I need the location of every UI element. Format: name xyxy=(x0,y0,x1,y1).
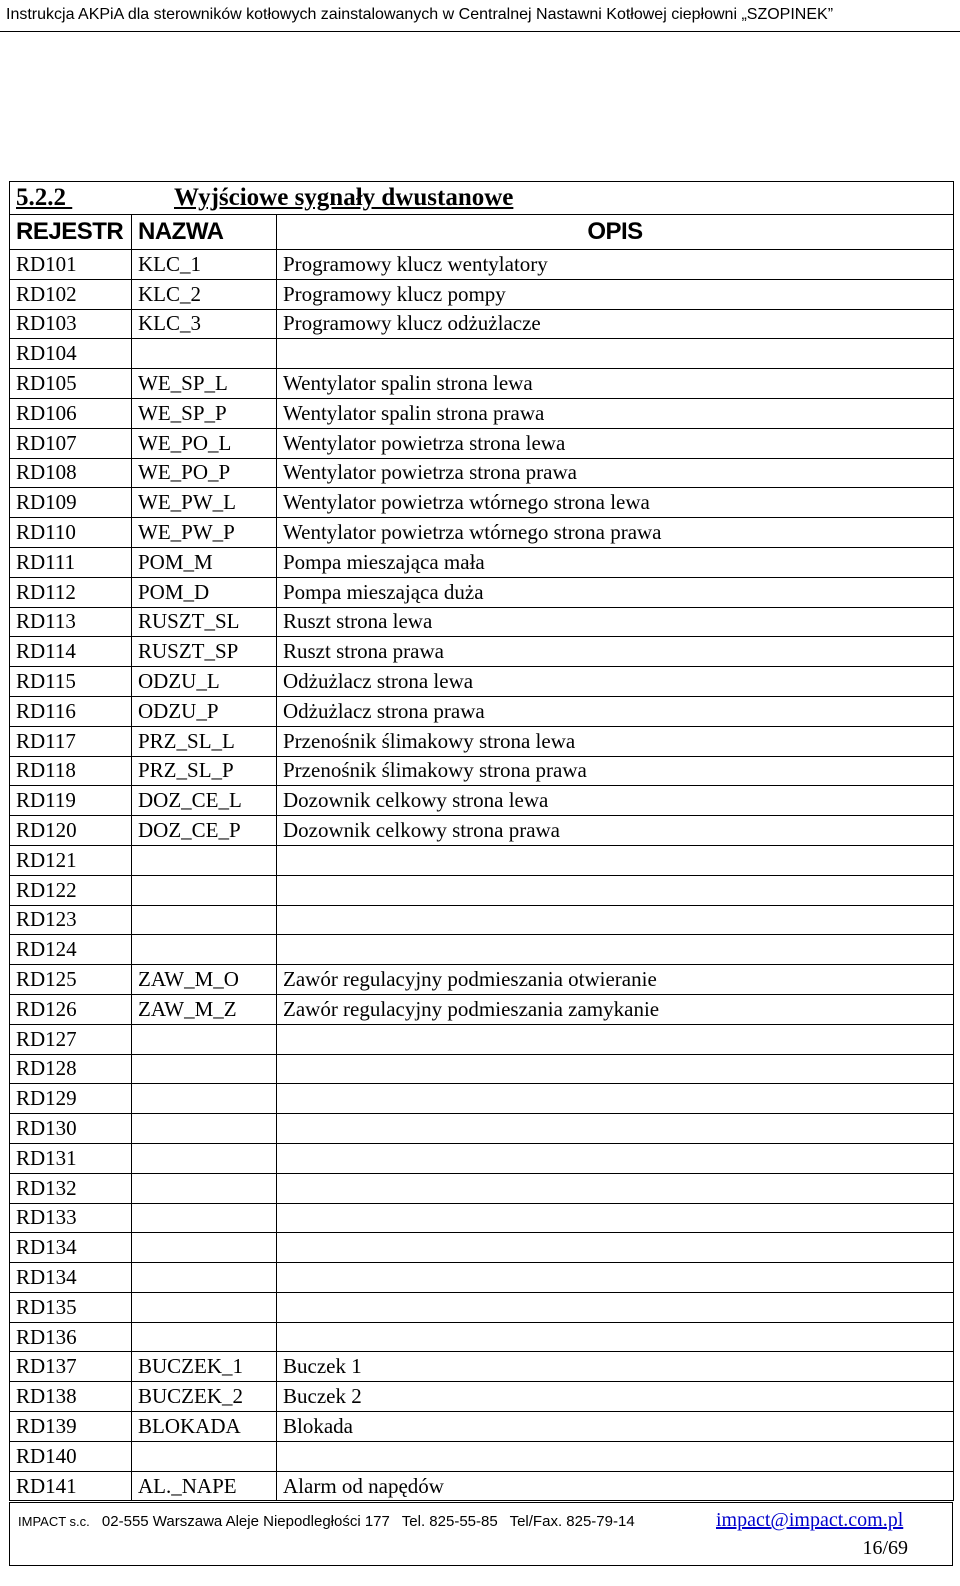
register-cell: RD135 xyxy=(10,1292,132,1322)
table-row xyxy=(10,667,954,697)
description-cell: Buczek 2 xyxy=(277,1382,954,1412)
name-cell xyxy=(132,1441,277,1471)
description-cell xyxy=(277,1143,954,1173)
name-cell: WE_SP_L xyxy=(132,369,277,399)
table-row xyxy=(10,1292,954,1322)
table-row xyxy=(10,1114,954,1144)
footer-tel: Tel. 825-55-85 xyxy=(401,1513,498,1530)
register-cell: RD118 xyxy=(10,756,132,786)
footer-address: 02-555 Warszawa Aleje Niepodległości 177 xyxy=(101,1513,390,1530)
name-cell: WE_PO_L xyxy=(132,428,277,458)
register-cell: RD103 xyxy=(10,309,132,339)
document-header: Instrukcja AKPiA dla sterowników kotłowych zainstalowanych w Centralnej Nastawni Kotłowej ciepłowni „SZOPINEK” xyxy=(0,0,960,32)
register-cell: RD101 xyxy=(10,250,132,280)
footer-contact xyxy=(18,1513,643,1530)
register-cell: RD109 xyxy=(10,488,132,518)
register-cell: RD128 xyxy=(10,1054,132,1084)
register-cell: RD132 xyxy=(10,1173,132,1203)
name-cell: AL._NAPE xyxy=(132,1471,277,1501)
table-row xyxy=(10,875,954,905)
register-cell: RD117 xyxy=(10,726,132,756)
page-number: 16/69 xyxy=(862,1537,908,1559)
section-heading: Wyjściowe sygnały dwustanowe xyxy=(174,184,514,211)
description-cell: Wentylator powietrza strona prawa xyxy=(277,458,954,488)
col-header-description: OPIS xyxy=(277,215,954,250)
name-cell: WE_PO_P xyxy=(132,458,277,488)
description-cell: Przenośnik ślimakowy strona prawa xyxy=(277,756,954,786)
name-cell xyxy=(132,1203,277,1233)
description-cell: Buczek 1 xyxy=(277,1352,954,1382)
description-cell: Programowy klucz wentylatory xyxy=(277,250,954,280)
name-cell: ZAW_M_Z xyxy=(132,994,277,1024)
section-title-row xyxy=(10,182,954,215)
footer-company: IMPACT s.c. xyxy=(18,1514,90,1529)
table-row xyxy=(10,1173,954,1203)
description-cell xyxy=(277,1114,954,1144)
register-cell: RD119 xyxy=(10,786,132,816)
name-cell xyxy=(132,1233,277,1263)
name-cell xyxy=(132,1263,277,1293)
description-cell: Pompa mieszająca mała xyxy=(277,547,954,577)
name-cell xyxy=(132,1084,277,1114)
description-cell xyxy=(277,1441,954,1471)
name-cell: DOZ_CE_L xyxy=(132,786,277,816)
table-row xyxy=(10,1471,954,1501)
table-row xyxy=(10,547,954,577)
col-header-name: NAZWA xyxy=(132,215,277,250)
register-cell: RD137 xyxy=(10,1352,132,1382)
name-cell: RUSZT_SL xyxy=(132,607,277,637)
description-cell: Wentylator powietrza wtórnego strona lewa xyxy=(277,488,954,518)
title-leader xyxy=(66,184,174,212)
table-row xyxy=(10,1233,954,1263)
table-row xyxy=(10,1322,954,1352)
description-cell xyxy=(277,845,954,875)
name-cell: PRZ_SL_P xyxy=(132,756,277,786)
description-cell: Alarm od napędów xyxy=(277,1471,954,1501)
description-cell: Blokada xyxy=(277,1412,954,1442)
register-cell: RD116 xyxy=(10,696,132,726)
table-row xyxy=(10,1263,954,1293)
register-cell: RD110 xyxy=(10,518,132,548)
name-cell xyxy=(132,845,277,875)
table-row xyxy=(10,339,954,369)
register-cell: RD141 xyxy=(10,1471,132,1501)
description-cell xyxy=(277,339,954,369)
name-cell: BLOKADA xyxy=(132,1412,277,1442)
table-row xyxy=(10,756,954,786)
table-row xyxy=(10,696,954,726)
register-cell: RD105 xyxy=(10,369,132,399)
description-cell: Dozownik celkowy strona prawa xyxy=(277,816,954,846)
document-footer xyxy=(9,1502,953,1566)
name-cell: PRZ_SL_L xyxy=(132,726,277,756)
name-cell: ZAW_M_O xyxy=(132,965,277,995)
description-cell xyxy=(277,905,954,935)
description-cell xyxy=(277,1173,954,1203)
name-cell xyxy=(132,1054,277,1084)
name-cell: POM_M xyxy=(132,547,277,577)
description-cell xyxy=(277,1084,954,1114)
register-cell: RD112 xyxy=(10,577,132,607)
table-row xyxy=(10,726,954,756)
section-title xyxy=(10,182,954,215)
footer-fax: Tel/Fax. 825-79-14 xyxy=(509,1513,635,1530)
name-cell: WE_SP_P xyxy=(132,398,277,428)
register-cell: RD130 xyxy=(10,1114,132,1144)
name-cell xyxy=(132,1173,277,1203)
name-cell: ODZU_P xyxy=(132,696,277,726)
table-row xyxy=(10,905,954,935)
description-cell xyxy=(277,1263,954,1293)
description-cell xyxy=(277,1203,954,1233)
name-cell: KLC_2 xyxy=(132,279,277,309)
table-row xyxy=(10,1412,954,1442)
description-cell: Ruszt strona lewa xyxy=(277,607,954,637)
name-cell: BUCZEK_1 xyxy=(132,1352,277,1382)
description-cell xyxy=(277,1024,954,1054)
register-cell: RD129 xyxy=(10,1084,132,1114)
table-row xyxy=(10,458,954,488)
table-row xyxy=(10,1143,954,1173)
name-cell xyxy=(132,1114,277,1144)
table-row xyxy=(10,607,954,637)
register-cell: RD107 xyxy=(10,428,132,458)
table-row xyxy=(10,279,954,309)
table-row xyxy=(10,637,954,667)
table-body xyxy=(10,250,954,1501)
name-cell: POM_D xyxy=(132,577,277,607)
description-cell: Wentylator powietrza wtórnego strona prawa xyxy=(277,518,954,548)
name-cell xyxy=(132,905,277,935)
table-row xyxy=(10,1441,954,1471)
name-cell: WE_PW_P xyxy=(132,518,277,548)
column-header-row xyxy=(10,215,954,250)
name-cell: WE_PW_L xyxy=(132,488,277,518)
name-cell xyxy=(132,875,277,905)
table-row xyxy=(10,965,954,995)
description-cell xyxy=(277,935,954,965)
name-cell: RUSZT_SP xyxy=(132,637,277,667)
description-cell: Odżużlacz strona prawa xyxy=(277,696,954,726)
table-row xyxy=(10,250,954,280)
register-cell: RD134 xyxy=(10,1263,132,1293)
name-cell: KLC_3 xyxy=(132,309,277,339)
description-cell: Przenośnik ślimakowy strona lewa xyxy=(277,726,954,756)
register-cell: RD113 xyxy=(10,607,132,637)
description-cell: Dozownik celkowy strona lewa xyxy=(277,786,954,816)
description-cell xyxy=(277,1233,954,1263)
table-row xyxy=(10,816,954,846)
description-cell: Ruszt strona prawa xyxy=(277,637,954,667)
table-row xyxy=(10,845,954,875)
register-cell: RD126 xyxy=(10,994,132,1024)
register-cell: RD125 xyxy=(10,965,132,995)
description-cell: Zawór regulacyjny podmieszania zamykanie xyxy=(277,994,954,1024)
register-cell: RD136 xyxy=(10,1322,132,1352)
register-cell: RD102 xyxy=(10,279,132,309)
description-cell: Wentylator powietrza strona lewa xyxy=(277,428,954,458)
description-cell: Zawór regulacyjny podmieszania otwieranie xyxy=(277,965,954,995)
register-cell: RD115 xyxy=(10,667,132,697)
register-cell: RD104 xyxy=(10,339,132,369)
name-cell xyxy=(132,1322,277,1352)
register-cell: RD124 xyxy=(10,935,132,965)
table-row xyxy=(10,1203,954,1233)
description-cell: Programowy klucz pompy xyxy=(277,279,954,309)
register-cell: RD120 xyxy=(10,816,132,846)
table-row xyxy=(10,1352,954,1382)
description-cell: Wentylator spalin strona prawa xyxy=(277,398,954,428)
name-cell: DOZ_CE_P xyxy=(132,816,277,846)
col-header-register: REJESTR xyxy=(10,215,132,250)
register-cell: RD133 xyxy=(10,1203,132,1233)
register-cell: RD123 xyxy=(10,905,132,935)
table-row xyxy=(10,1382,954,1412)
table-row xyxy=(10,398,954,428)
table-row xyxy=(10,309,954,339)
table-row xyxy=(10,1084,954,1114)
table-row xyxy=(10,428,954,458)
name-cell: KLC_1 xyxy=(132,250,277,280)
register-cell: RD121 xyxy=(10,845,132,875)
table-row xyxy=(10,1054,954,1084)
register-cell: RD131 xyxy=(10,1143,132,1173)
register-cell: RD114 xyxy=(10,637,132,667)
register-cell: RD122 xyxy=(10,875,132,905)
register-cell: RD139 xyxy=(10,1412,132,1442)
description-cell xyxy=(277,1322,954,1352)
description-cell xyxy=(277,875,954,905)
name-cell xyxy=(132,1143,277,1173)
register-cell: RD127 xyxy=(10,1024,132,1054)
description-cell: Pompa mieszająca duża xyxy=(277,577,954,607)
table-row xyxy=(10,935,954,965)
footer-email-link[interactable]: impact@impact.com.pl xyxy=(716,1509,904,1531)
table-row xyxy=(10,577,954,607)
name-cell xyxy=(132,935,277,965)
signals-table xyxy=(9,181,954,1501)
table-row xyxy=(10,1024,954,1054)
description-cell: Programowy klucz odżużlacze xyxy=(277,309,954,339)
table-row xyxy=(10,369,954,399)
description-cell xyxy=(277,1292,954,1322)
register-cell: RD138 xyxy=(10,1382,132,1412)
name-cell xyxy=(132,1292,277,1322)
table-row xyxy=(10,994,954,1024)
register-cell: RD140 xyxy=(10,1441,132,1471)
register-cell: RD108 xyxy=(10,458,132,488)
name-cell: BUCZEK_2 xyxy=(132,1382,277,1412)
description-cell: Wentylator spalin strona lewa xyxy=(277,369,954,399)
name-cell xyxy=(132,1024,277,1054)
register-cell: RD111 xyxy=(10,547,132,577)
table-row xyxy=(10,518,954,548)
name-cell xyxy=(132,339,277,369)
register-cell: RD134 xyxy=(10,1233,132,1263)
register-cell: RD106 xyxy=(10,398,132,428)
description-cell xyxy=(277,1054,954,1084)
description-cell: Odżużlacz strona lewa xyxy=(277,667,954,697)
table-row xyxy=(10,786,954,816)
table-row xyxy=(10,488,954,518)
section-number: 5.2.2 xyxy=(16,184,66,211)
name-cell: ODZU_L xyxy=(132,667,277,697)
